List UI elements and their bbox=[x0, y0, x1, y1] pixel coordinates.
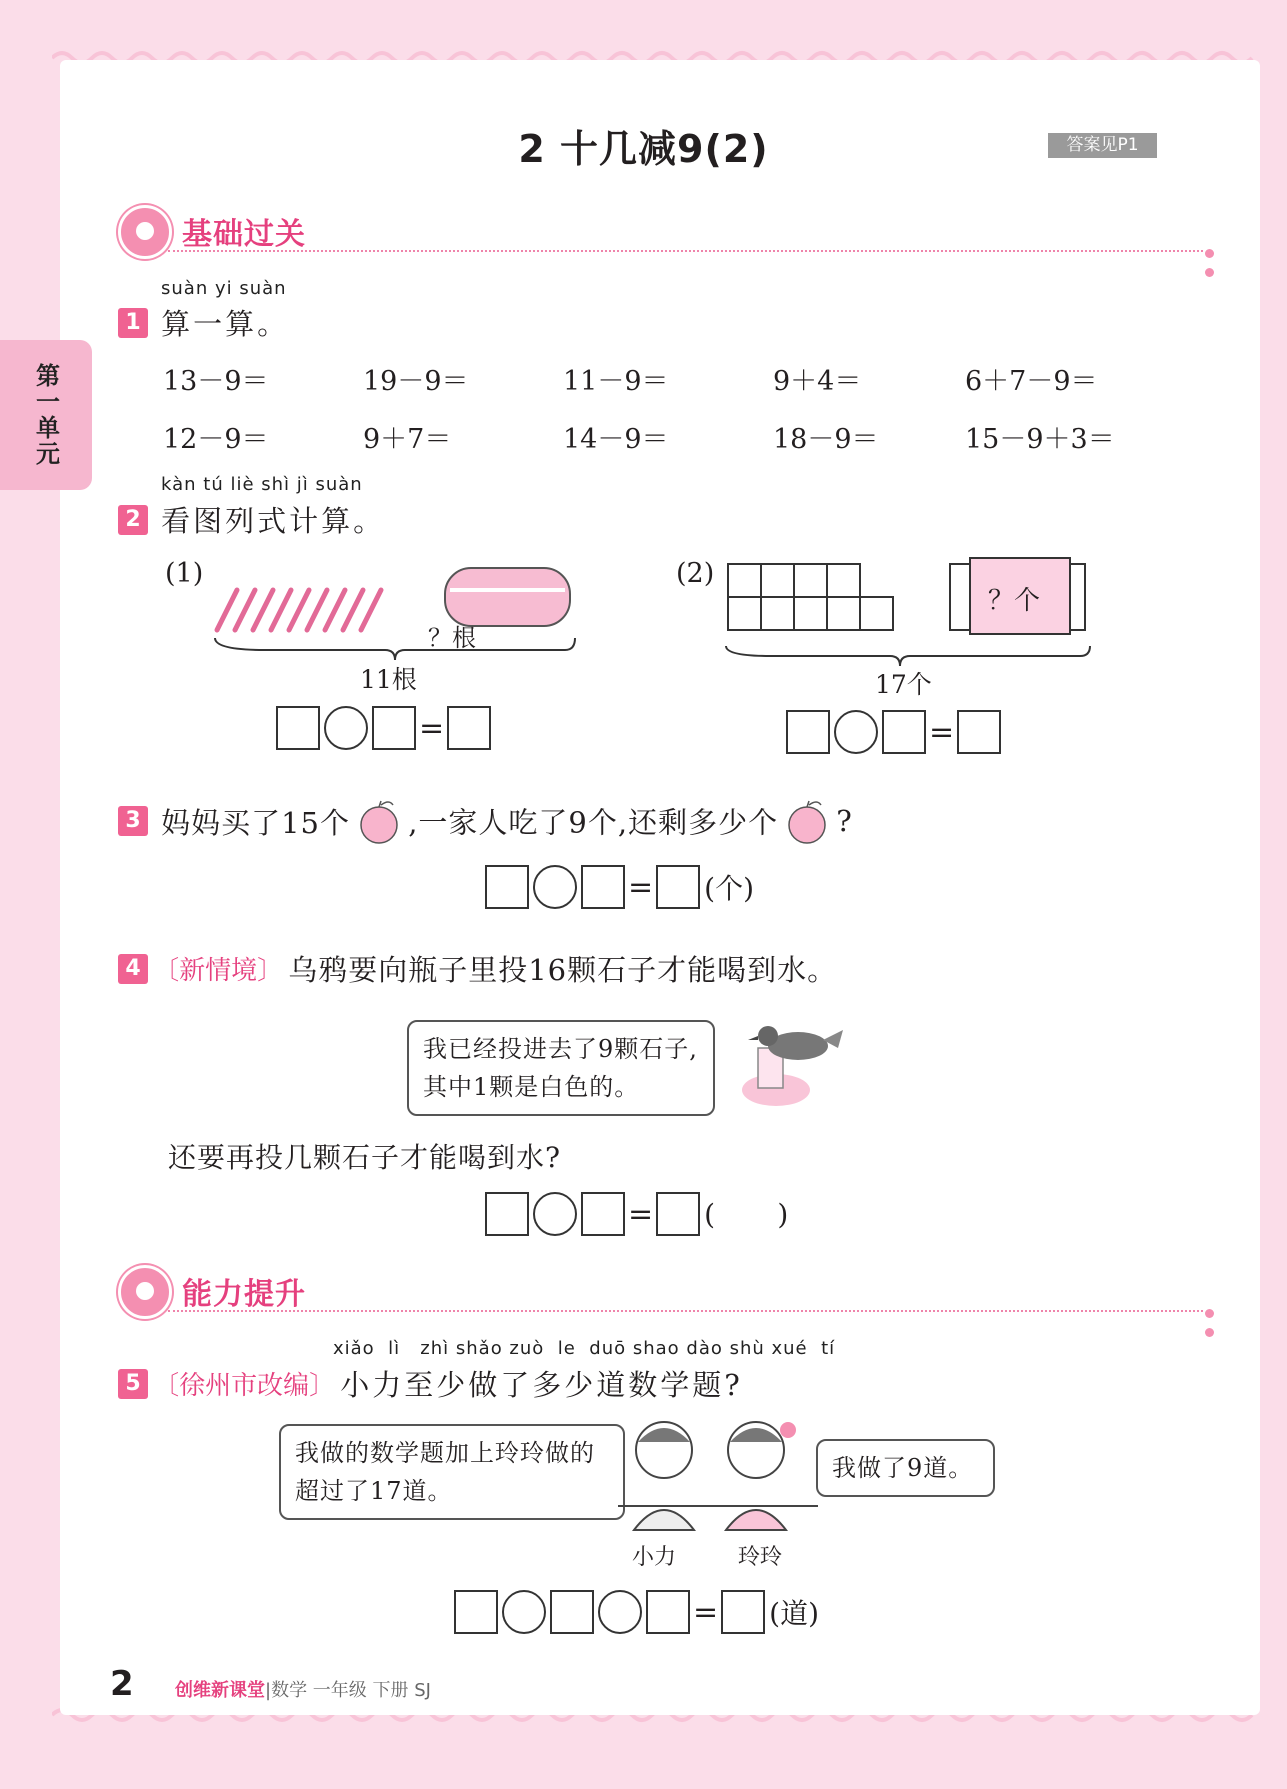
q2-part1-unknown-label: ？根 bbox=[428, 624, 476, 652]
q4-tag: 〔新情境〕 bbox=[153, 956, 284, 986]
mascot-avatar-icon bbox=[118, 1265, 172, 1319]
name-label-xiaoli: 小力 bbox=[632, 1545, 677, 1570]
answer-box[interactable] bbox=[485, 1192, 529, 1236]
question-1 bbox=[118, 302, 289, 343]
answer-box[interactable] bbox=[786, 710, 830, 754]
q2-pinyin: kàn tú liè shì jì suàn bbox=[161, 474, 363, 495]
q4-question: 还要再投几颗石子才能喝到水? bbox=[168, 1141, 562, 1174]
footer-book-info bbox=[175, 1676, 431, 1702]
apple-icon bbox=[783, 797, 831, 845]
answer-box[interactable] bbox=[957, 710, 1001, 754]
answer-reference-badge: 答案见P1 bbox=[1048, 133, 1157, 158]
operator-circle[interactable] bbox=[598, 1590, 642, 1634]
footer-brand: 创维新课堂 bbox=[175, 1680, 265, 1701]
q2-part1-answer-formula: = bbox=[276, 706, 491, 750]
q5-xiaoli-speech-bubble: 我做的数学题加上玲玲做的超过了17道。 bbox=[279, 1424, 625, 1520]
mascot-avatar-icon bbox=[118, 205, 172, 259]
question-2 bbox=[118, 499, 385, 540]
cube-blocks-illustration bbox=[720, 556, 1100, 676]
answer-box[interactable] bbox=[882, 710, 926, 754]
section-title-basic: 基础过关 bbox=[182, 217, 306, 252]
question-4 bbox=[118, 948, 837, 989]
q1-exercise[interactable]: 15－9＋3＝ bbox=[965, 424, 1115, 455]
answer-box[interactable] bbox=[656, 865, 700, 909]
q1-exercise[interactable]: 6＋7－9＝ bbox=[965, 366, 1098, 397]
q5-prompt: 小力至少做了多少道数学题? bbox=[340, 1368, 743, 1402]
q2-prompt: 看图列式计算。 bbox=[161, 504, 386, 538]
answer-box[interactable] bbox=[656, 1192, 700, 1236]
two-children-illustration bbox=[618, 1410, 818, 1540]
dotted-divider bbox=[168, 1310, 1203, 1312]
q3-text-part-b: ,一家人吃了9个,还剩多少个 bbox=[408, 805, 779, 840]
q3-number-badge: 3 bbox=[118, 806, 148, 836]
question-3 bbox=[118, 797, 855, 845]
answer-box[interactable] bbox=[581, 865, 625, 909]
answer-box[interactable] bbox=[454, 1590, 498, 1634]
footer-subject-info: |数学 一年级 下册 SJ bbox=[265, 1680, 431, 1701]
operator-circle[interactable] bbox=[533, 1192, 577, 1236]
divider-dots-icon bbox=[1203, 243, 1214, 281]
q1-exercise[interactable]: 9＋4＝ bbox=[773, 366, 862, 397]
answer-box[interactable] bbox=[581, 1192, 625, 1236]
divider-dots-icon bbox=[1203, 1303, 1214, 1341]
unit-side-tab bbox=[0, 340, 92, 490]
page-number: 2 bbox=[110, 1664, 134, 1704]
q4-crow-speech-bubble: 我已经投进去了9颗石子,其中1颗是白色的。 bbox=[407, 1020, 715, 1116]
answer-box[interactable] bbox=[485, 865, 529, 909]
section-title-advanced: 能力提升 bbox=[182, 1277, 306, 1312]
name-label-lingling: 玲玲 bbox=[738, 1545, 783, 1570]
q2-part2-answer-formula: = bbox=[786, 710, 1001, 754]
q1-exercise[interactable]: 14－9＝ bbox=[563, 424, 669, 455]
q1-pinyin: suàn yi suàn bbox=[161, 278, 287, 299]
operator-circle[interactable] bbox=[533, 865, 577, 909]
unit-side-tab-label: 第一单元 bbox=[31, 363, 60, 467]
q3-text-part-a: 妈妈买了15个 bbox=[161, 805, 350, 840]
q5-tag: 〔徐州市改编〕 bbox=[153, 1371, 336, 1401]
answer-box[interactable] bbox=[550, 1590, 594, 1634]
q5-unit: (道) bbox=[769, 1597, 819, 1630]
q5-number-badge: 5 bbox=[118, 1369, 148, 1399]
operator-circle[interactable] bbox=[502, 1590, 546, 1634]
crow-with-bottle-illustration bbox=[728, 1008, 848, 1110]
q2-number-badge: 2 bbox=[118, 505, 148, 535]
q1-exercise[interactable]: 13－9＝ bbox=[163, 366, 269, 397]
q5-pinyin: xiǎo lì zhì shǎo zuò le duō shao dào shù xué tí bbox=[333, 1338, 836, 1359]
q4-prompt: 乌鸦要向瓶子里投16颗石子才能喝到水。 bbox=[288, 953, 838, 987]
q2-part2-label: (2) bbox=[676, 558, 715, 589]
pencils-and-pencil-case-illustration bbox=[205, 550, 585, 660]
dotted-divider bbox=[168, 250, 1203, 252]
section-header-basic bbox=[118, 203, 1168, 261]
q2-part1-total-label: 11根 bbox=[360, 665, 417, 694]
q5-lingling-speech-bubble: 我做了9道。 bbox=[816, 1439, 995, 1497]
page-title: 2 十几减9(2) bbox=[518, 127, 769, 171]
q4-number-badge: 4 bbox=[118, 954, 148, 984]
answer-box[interactable] bbox=[721, 1590, 765, 1634]
apple-icon bbox=[355, 797, 403, 845]
answer-box[interactable] bbox=[372, 706, 416, 750]
q4-answer-formula: = ( ) bbox=[485, 1192, 788, 1236]
operator-circle[interactable] bbox=[834, 710, 878, 754]
section-header-advanced bbox=[118, 1263, 1168, 1321]
answer-box[interactable] bbox=[447, 706, 491, 750]
q3-unit: (个) bbox=[704, 872, 754, 905]
q1-exercise[interactable]: 18－9＝ bbox=[773, 424, 879, 455]
q3-answer-formula: = (个) bbox=[485, 865, 754, 909]
q2-part2-unknown-label: ？个 bbox=[988, 586, 1041, 616]
q1-exercise[interactable]: 9＋7＝ bbox=[363, 424, 452, 455]
answer-box[interactable] bbox=[276, 706, 320, 750]
answer-box[interactable] bbox=[646, 1590, 690, 1634]
q2-part1-label: (1) bbox=[165, 558, 204, 589]
q5-answer-formula: = (道) bbox=[454, 1590, 819, 1634]
q2-part2-total-label: 17个 bbox=[875, 670, 932, 699]
q1-number-badge: 1 bbox=[118, 308, 148, 338]
q1-exercise[interactable]: 19－9＝ bbox=[363, 366, 469, 397]
q4-unit-blank[interactable]: ( ) bbox=[704, 1197, 789, 1231]
q1-prompt: 算一算。 bbox=[161, 307, 290, 341]
q3-text-part-c: ? bbox=[836, 804, 855, 838]
q1-exercise[interactable]: 11－9＝ bbox=[563, 366, 669, 397]
operator-circle[interactable] bbox=[324, 706, 368, 750]
q1-exercise[interactable]: 12－9＝ bbox=[163, 424, 269, 455]
question-5 bbox=[118, 1363, 743, 1404]
